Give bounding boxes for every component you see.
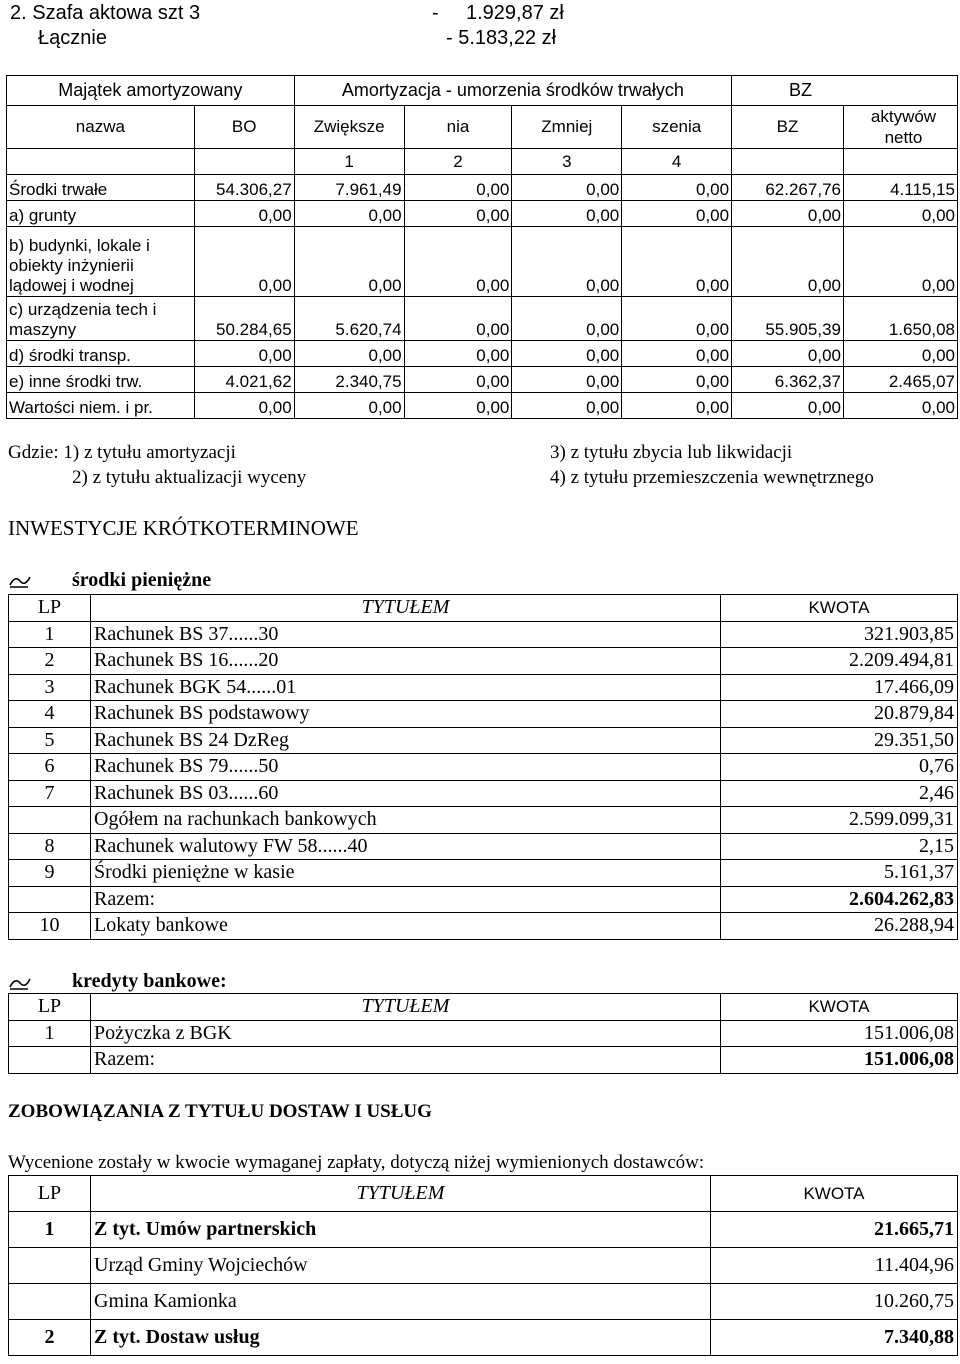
cash-row-amount: 2,46 <box>721 780 958 807</box>
asset-row <box>7 175 958 201</box>
asset-row-name: e) inne środki trw. <box>7 367 195 393</box>
asset-row-value: 0,00 <box>404 341 512 367</box>
asset-row-value: 7.961,49 <box>294 175 404 201</box>
cash-col-lp: LP <box>9 595 91 622</box>
asset-header-aktywow-netto: aktywów netto <box>843 106 957 149</box>
cash-row-title: Rachunek BS 24 DzReg <box>91 727 721 754</box>
liab-col-title: TYTUŁEM <box>91 1176 711 1212</box>
cash-row-lp: 2 <box>9 648 91 675</box>
cash-row <box>9 674 958 701</box>
asset-row-value: 2.340,75 <box>294 367 404 393</box>
cash-row-lp: 3 <box>9 674 91 701</box>
legend-item4: 4) z tytułu przemieszczenia wewnętrznego <box>550 467 874 488</box>
asset-row-value: 54.306,27 <box>194 175 294 201</box>
cash-row-title: Rachunek BS 03......60 <box>91 780 721 807</box>
cash-row-title: Rachunek BS 37......30 <box>91 621 721 648</box>
liab-row-title: Gmina Kamionka <box>91 1284 711 1320</box>
asset-row-name: Wartości niem. i pr. <box>7 393 195 419</box>
legend-item1: Gdzie: 1) z tytułu amortyzacji <box>8 442 236 463</box>
cash-row-lp: 1 <box>9 621 91 648</box>
cash-row-amount: 0,76 <box>721 754 958 781</box>
asset-row-value: 0,00 <box>512 227 622 297</box>
liab-row-title: Urząd Gminy Wojciechów <box>91 1248 711 1284</box>
cash-row-lp: 4 <box>9 701 91 728</box>
liab-row-lp: 2 <box>9 1320 91 1356</box>
cash-row-title: Środki pieniężne w kasie <box>91 860 721 887</box>
asset-row-value: 4.021,62 <box>194 367 294 393</box>
credits-row-lp <box>9 1047 91 1074</box>
cash-row-lp: 10 <box>9 913 91 940</box>
cash-row-title: Rachunek BGK 54......01 <box>91 674 721 701</box>
cash-row-amount: 20.879,84 <box>721 701 958 728</box>
asset-row-value: 0,00 <box>622 227 732 297</box>
cash-row <box>9 780 958 807</box>
asset-row-value: 0,00 <box>622 393 732 419</box>
cash-row-lp <box>9 807 91 834</box>
asset-header-zmniejszenia-b: szenia <box>622 106 732 149</box>
asset-row-value: 0,00 <box>732 227 844 297</box>
asset-row-value: 0,00 <box>404 297 512 341</box>
cash-row-lp: 7 <box>9 780 91 807</box>
cash-row <box>9 913 958 940</box>
summary-line1-dash: - <box>432 2 439 24</box>
liab-row-title: Z tyt. Umów partnerskich <box>91 1212 711 1248</box>
summary-line2-value: - 5.183,22 zł <box>446 27 557 49</box>
cash-table <box>8 594 958 940</box>
asset-row <box>7 297 958 341</box>
asset-row-value: 0,00 <box>622 297 732 341</box>
liab-row-lp: 1 <box>9 1212 91 1248</box>
asset-header-group1: Majątek amortyzowany <box>7 76 295 106</box>
liab-row-amount: 10.260,75 <box>711 1284 958 1320</box>
asset-row-value: 1.650,08 <box>843 297 957 341</box>
cash-row-amount: 2,15 <box>721 833 958 860</box>
cash-row <box>9 807 958 834</box>
cash-row-title: Rachunek BS 16......20 <box>91 648 721 675</box>
liab-row-lp <box>9 1248 91 1284</box>
cash-row-amount: 2.599.099,31 <box>721 807 958 834</box>
cash-row <box>9 648 958 675</box>
asset-row <box>7 341 958 367</box>
asset-col-number: 1 <box>294 149 404 175</box>
asset-header-bz: BZ <box>732 106 844 149</box>
liab-row-amount: 11.404,96 <box>711 1248 958 1284</box>
asset-row-value: 6.362,37 <box>732 367 844 393</box>
asset-row-value: 0,00 <box>404 201 512 227</box>
asset-row-value: 0,00 <box>732 393 844 419</box>
asset-row-value: 50.284,65 <box>194 297 294 341</box>
asset-header-group3: BZ <box>732 76 958 106</box>
asset-row-value: 0,00 <box>622 341 732 367</box>
asset-row-value: 0,00 <box>294 393 404 419</box>
asset-row-value: 0,00 <box>194 201 294 227</box>
cash-section-title: środki pieniężne <box>72 569 212 591</box>
cash-row-title: Ogółem na rachunkach bankowych <box>91 807 721 834</box>
asset-row-value: 0,00 <box>194 341 294 367</box>
asset-row-name: c) urządzenia tech i maszyny <box>7 297 195 341</box>
asset-row-value: 55.905,39 <box>732 297 844 341</box>
asset-header-group2: Amortyzacja - umorzenia środków trwałych <box>294 76 731 106</box>
credits-col-lp: LP <box>9 994 91 1021</box>
asset-header-bo: BO <box>194 106 294 149</box>
asset-header-zwiekszenia-a: Zwiększe <box>294 106 404 149</box>
asset-row-value: 0,00 <box>732 201 844 227</box>
cash-row-title: Rachunek BS 79......50 <box>91 754 721 781</box>
asset-row-value: 0,00 <box>194 393 294 419</box>
cash-row-amount: 2.209.494,81 <box>721 648 958 675</box>
summary-line2-label: Łącznie <box>38 27 107 49</box>
cash-row <box>9 860 958 887</box>
asset-row-value: 0,00 <box>404 367 512 393</box>
liab-row <box>9 1284 958 1320</box>
asset-row-value: 0,00 <box>843 341 957 367</box>
liab-row-title: Z tyt. Dostaw usług <box>91 1320 711 1356</box>
asset-row <box>7 201 958 227</box>
credits-row <box>9 1020 958 1047</box>
cash-row-title: Razem: <box>91 886 721 913</box>
cash-row <box>9 727 958 754</box>
summary-line1-label: 2. Szafa aktowa szt 3 <box>10 2 201 24</box>
asset-col-number: 2 <box>404 149 512 175</box>
cash-row-amount: 29.351,50 <box>721 727 958 754</box>
asset-row-value: 0,00 <box>843 227 957 297</box>
liab-col-lp: LP <box>9 1176 91 1212</box>
asset-row-value: 0,00 <box>512 297 622 341</box>
credits-col-title: TYTUŁEM <box>91 994 721 1021</box>
asset-row-name: d) środki transp. <box>7 341 195 367</box>
liab-row <box>9 1248 958 1284</box>
liab-row-amount: 7.340,88 <box>711 1320 958 1356</box>
asset-row-value: 62.267,76 <box>732 175 844 201</box>
cash-row-amount: 26.288,94 <box>721 913 958 940</box>
asset-row-value: 0,00 <box>294 341 404 367</box>
bullet-icon <box>9 974 31 995</box>
credits-row-amount: 151.006,08 <box>721 1020 958 1047</box>
liab-col-amount: KWOTA <box>711 1176 958 1212</box>
cash-row-lp: 9 <box>9 860 91 887</box>
credits-table <box>8 993 958 1074</box>
cash-row-title: Rachunek walutowy FW 58......40 <box>91 833 721 860</box>
cash-row <box>9 886 958 913</box>
asset-row-value: 0,00 <box>512 393 622 419</box>
cash-row-amount: 2.604.262,83 <box>721 886 958 913</box>
summary-line1-value: 1.929,87 zł <box>466 2 564 24</box>
asset-row-value: 0,00 <box>194 227 294 297</box>
cash-row-title: Lokaty bankowe <box>91 913 721 940</box>
asset-row <box>7 367 958 393</box>
asset-row-value: 4.115,15 <box>843 175 957 201</box>
liabilities-table <box>8 1175 958 1356</box>
cash-col-amount: KWOTA <box>721 595 958 622</box>
cash-row <box>9 701 958 728</box>
asset-col-number: 3 <box>512 149 622 175</box>
cash-row <box>9 754 958 781</box>
asset-row-value: 0,00 <box>622 367 732 393</box>
liab-row-amount: 21.665,71 <box>711 1212 958 1248</box>
asset-row-value: 0,00 <box>622 175 732 201</box>
liab-row <box>9 1212 958 1248</box>
asset-row <box>7 227 958 297</box>
asset-col-number: 4 <box>622 149 732 175</box>
asset-row-value: 5.620,74 <box>294 297 404 341</box>
credits-row <box>9 1047 958 1074</box>
asset-row-value: 0,00 <box>622 201 732 227</box>
liabilities-heading: ZOBOWIĄZANIA Z TYTUŁU DOSTAW I USŁUG <box>8 1101 432 1122</box>
asset-row-value: 0,00 <box>512 201 622 227</box>
asset-row-name: b) budynki, lokale i obiekty inżynierii lądowej i wodnej <box>7 227 195 297</box>
credits-col-amount: KWOTA <box>721 994 958 1021</box>
bullet-icon <box>9 572 31 593</box>
asset-row-name: a) grunty <box>7 201 195 227</box>
asset-table <box>6 75 958 419</box>
asset-row-value: 0,00 <box>404 227 512 297</box>
cash-col-title: TYTUŁEM <box>91 595 721 622</box>
asset-row <box>7 393 958 419</box>
liab-row-lp <box>9 1284 91 1320</box>
asset-row-value: 0,00 <box>512 175 622 201</box>
asset-row-value: 0,00 <box>843 201 957 227</box>
liab-row <box>9 1320 958 1356</box>
asset-header-nazwa: nazwa <box>7 106 195 149</box>
asset-header-zwiekszenia-b: nia <box>404 106 512 149</box>
asset-row-value: 0,00 <box>404 393 512 419</box>
cash-row-amount: 17.466,09 <box>721 674 958 701</box>
cash-row-lp: 8 <box>9 833 91 860</box>
credits-row-lp: 1 <box>9 1020 91 1047</box>
cash-row-amount: 321.903,85 <box>721 621 958 648</box>
cash-row-lp: 5 <box>9 727 91 754</box>
liabilities-intro: Wycenione zostały w kwocie wymaganej zapłaty, dotyczą niżej wymienionych dostawców: <box>8 1152 705 1173</box>
asset-row-value: 0,00 <box>404 175 512 201</box>
investments-heading: INWESTYCJE KRÓTKOTERMINOWE <box>8 516 359 540</box>
cash-row <box>9 833 958 860</box>
credits-row-title: Pożyczka z BGK <box>91 1020 721 1047</box>
cash-row-amount: 5.161,37 <box>721 860 958 887</box>
cash-row-lp: 6 <box>9 754 91 781</box>
asset-row-value: 0,00 <box>843 393 957 419</box>
credits-row-title: Razem: <box>91 1047 721 1074</box>
asset-row-value: 0,00 <box>512 367 622 393</box>
asset-row-value: 0,00 <box>294 201 404 227</box>
cash-row <box>9 621 958 648</box>
asset-row-value: 0,00 <box>294 227 404 297</box>
legend-item3: 3) z tytułu zbycia lub likwidacji <box>550 442 793 463</box>
asset-header-zmniejszenia-a: Zmniej <box>512 106 622 149</box>
cash-row-title: Rachunek BS podstawowy <box>91 701 721 728</box>
legend-item2: 2) z tytułu aktualizacji wyceny <box>72 467 307 488</box>
asset-row-value: 0,00 <box>512 341 622 367</box>
cash-row-lp <box>9 886 91 913</box>
asset-row-name: Środki trwałe <box>7 175 195 201</box>
credits-section-title: kredyty bankowe: <box>72 970 227 992</box>
asset-row-value: 2.465,07 <box>843 367 957 393</box>
asset-row-value: 0,00 <box>732 341 844 367</box>
credits-row-amount: 151.006,08 <box>721 1047 958 1074</box>
